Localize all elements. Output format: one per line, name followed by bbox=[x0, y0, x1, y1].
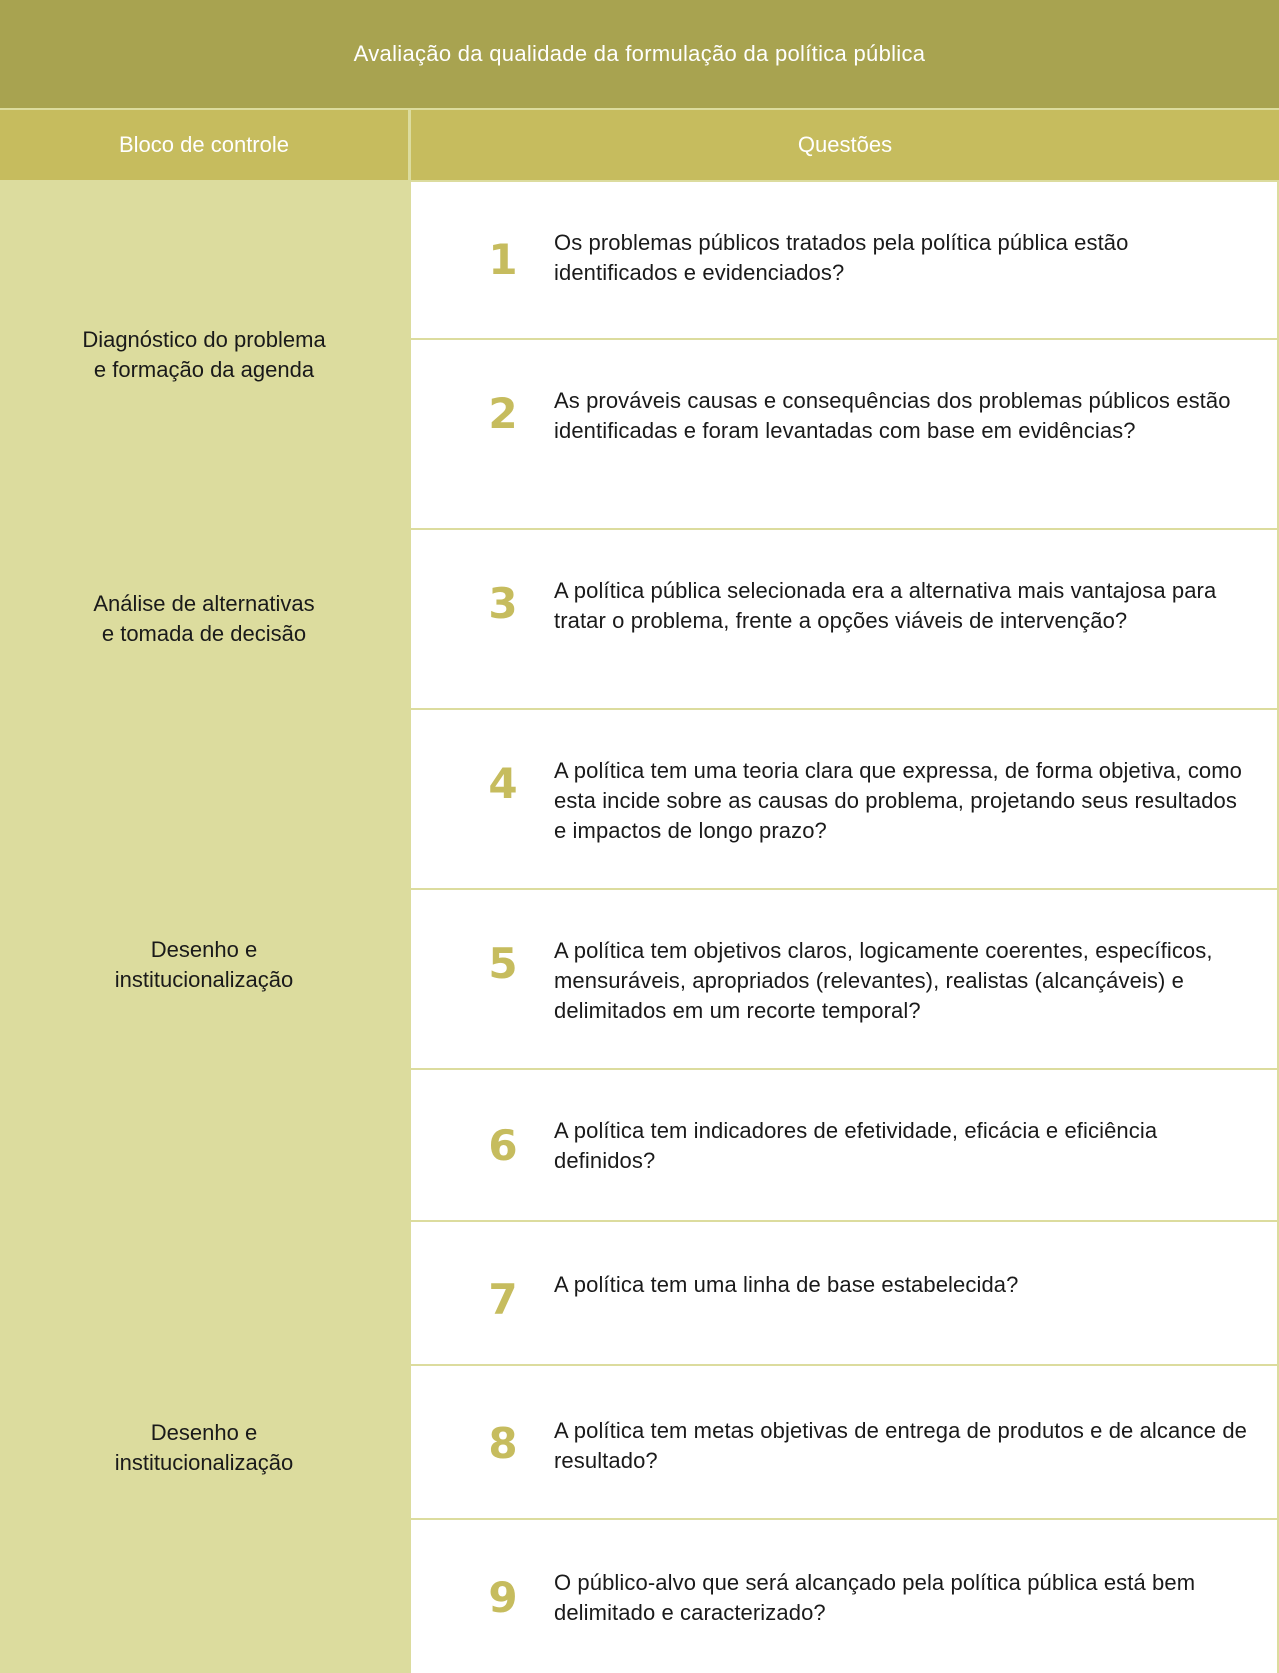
block-cell-diagnostico bbox=[0, 182, 408, 528]
question-text: A política tem indicadores de efetividade, eficácia e eficiência definidos? bbox=[554, 1118, 1158, 1173]
question-number-icon: 5 bbox=[488, 939, 518, 988]
question-row-3 bbox=[411, 530, 1277, 708]
question-row-7 bbox=[411, 1222, 1277, 1364]
header-questions-column: Questões bbox=[411, 110, 1279, 180]
question-text: Os problemas públicos tratados pela política pública estão identificados e evidenciados? bbox=[554, 230, 1129, 285]
question-row-5 bbox=[411, 890, 1277, 1068]
block-label: Desenho e institucionalização bbox=[114, 937, 294, 992]
block-cell-analise bbox=[0, 530, 408, 708]
question-text: A política tem uma teoria clara que expressa, de forma objetiva, como esta incide sobre as causas do problema, projetando seus resultados e impactos de longo prazo? bbox=[554, 758, 1243, 843]
block-label: Desenho e institucionalização bbox=[114, 1419, 294, 1475]
question-row-4 bbox=[411, 710, 1277, 888]
block-label: Diagnóstico do problema e formação da agenda bbox=[82, 327, 326, 382]
header-row bbox=[0, 110, 1279, 180]
question-text: A política tem uma linha de base estabelecida? bbox=[554, 1272, 1019, 1297]
question-row-2 bbox=[411, 340, 1277, 528]
question-text: As prováveis causas e consequências dos problemas públicos estão identificadas e foram levantadas com base em evidências? bbox=[554, 388, 1231, 443]
question-row-1 bbox=[411, 182, 1277, 338]
question-number-icon: 7 bbox=[488, 1275, 518, 1324]
block-cell-desenho-1 bbox=[0, 710, 408, 1220]
question-number-icon: 1 bbox=[488, 235, 518, 284]
question-number-icon: 4 bbox=[488, 759, 518, 808]
question-row-9 bbox=[411, 1520, 1277, 1673]
question-text: O público-alvo que será alcançado pela política pública está bem delimitado e caracterizado? bbox=[554, 1570, 1196, 1625]
table-title: Avaliação da qualidade da formulação da política pública bbox=[0, 0, 1279, 108]
block-label: Análise de alternativas e tomada de decisão bbox=[93, 591, 315, 646]
question-row-8 bbox=[411, 1366, 1277, 1518]
question-number-icon: 6 bbox=[488, 1121, 518, 1170]
question-text: A política pública selecionada era a alternativa mais vantajosa para tratar o problema, frente a opções viáveis de intervenção? bbox=[554, 578, 1217, 633]
header-block-column: Bloco de controle bbox=[0, 110, 408, 180]
question-number-icon: 3 bbox=[488, 579, 518, 628]
block-cell-desenho-2 bbox=[0, 1222, 408, 1673]
question-number-icon: 9 bbox=[488, 1573, 518, 1622]
question-text: A política tem metas objetivas de entrega de produtos e de alcance de resultado? bbox=[554, 1418, 1248, 1473]
question-text: A política tem objetivos claros, logicamente coerentes, específicos, mensuráveis, apropriados (relevantes), realistas (alcançáveis) e delimitados em um recorte temporal? bbox=[554, 938, 1213, 1023]
question-number-icon: 8 bbox=[488, 1419, 518, 1468]
question-number-icon: 2 bbox=[488, 389, 518, 438]
question-row-6 bbox=[411, 1070, 1277, 1220]
